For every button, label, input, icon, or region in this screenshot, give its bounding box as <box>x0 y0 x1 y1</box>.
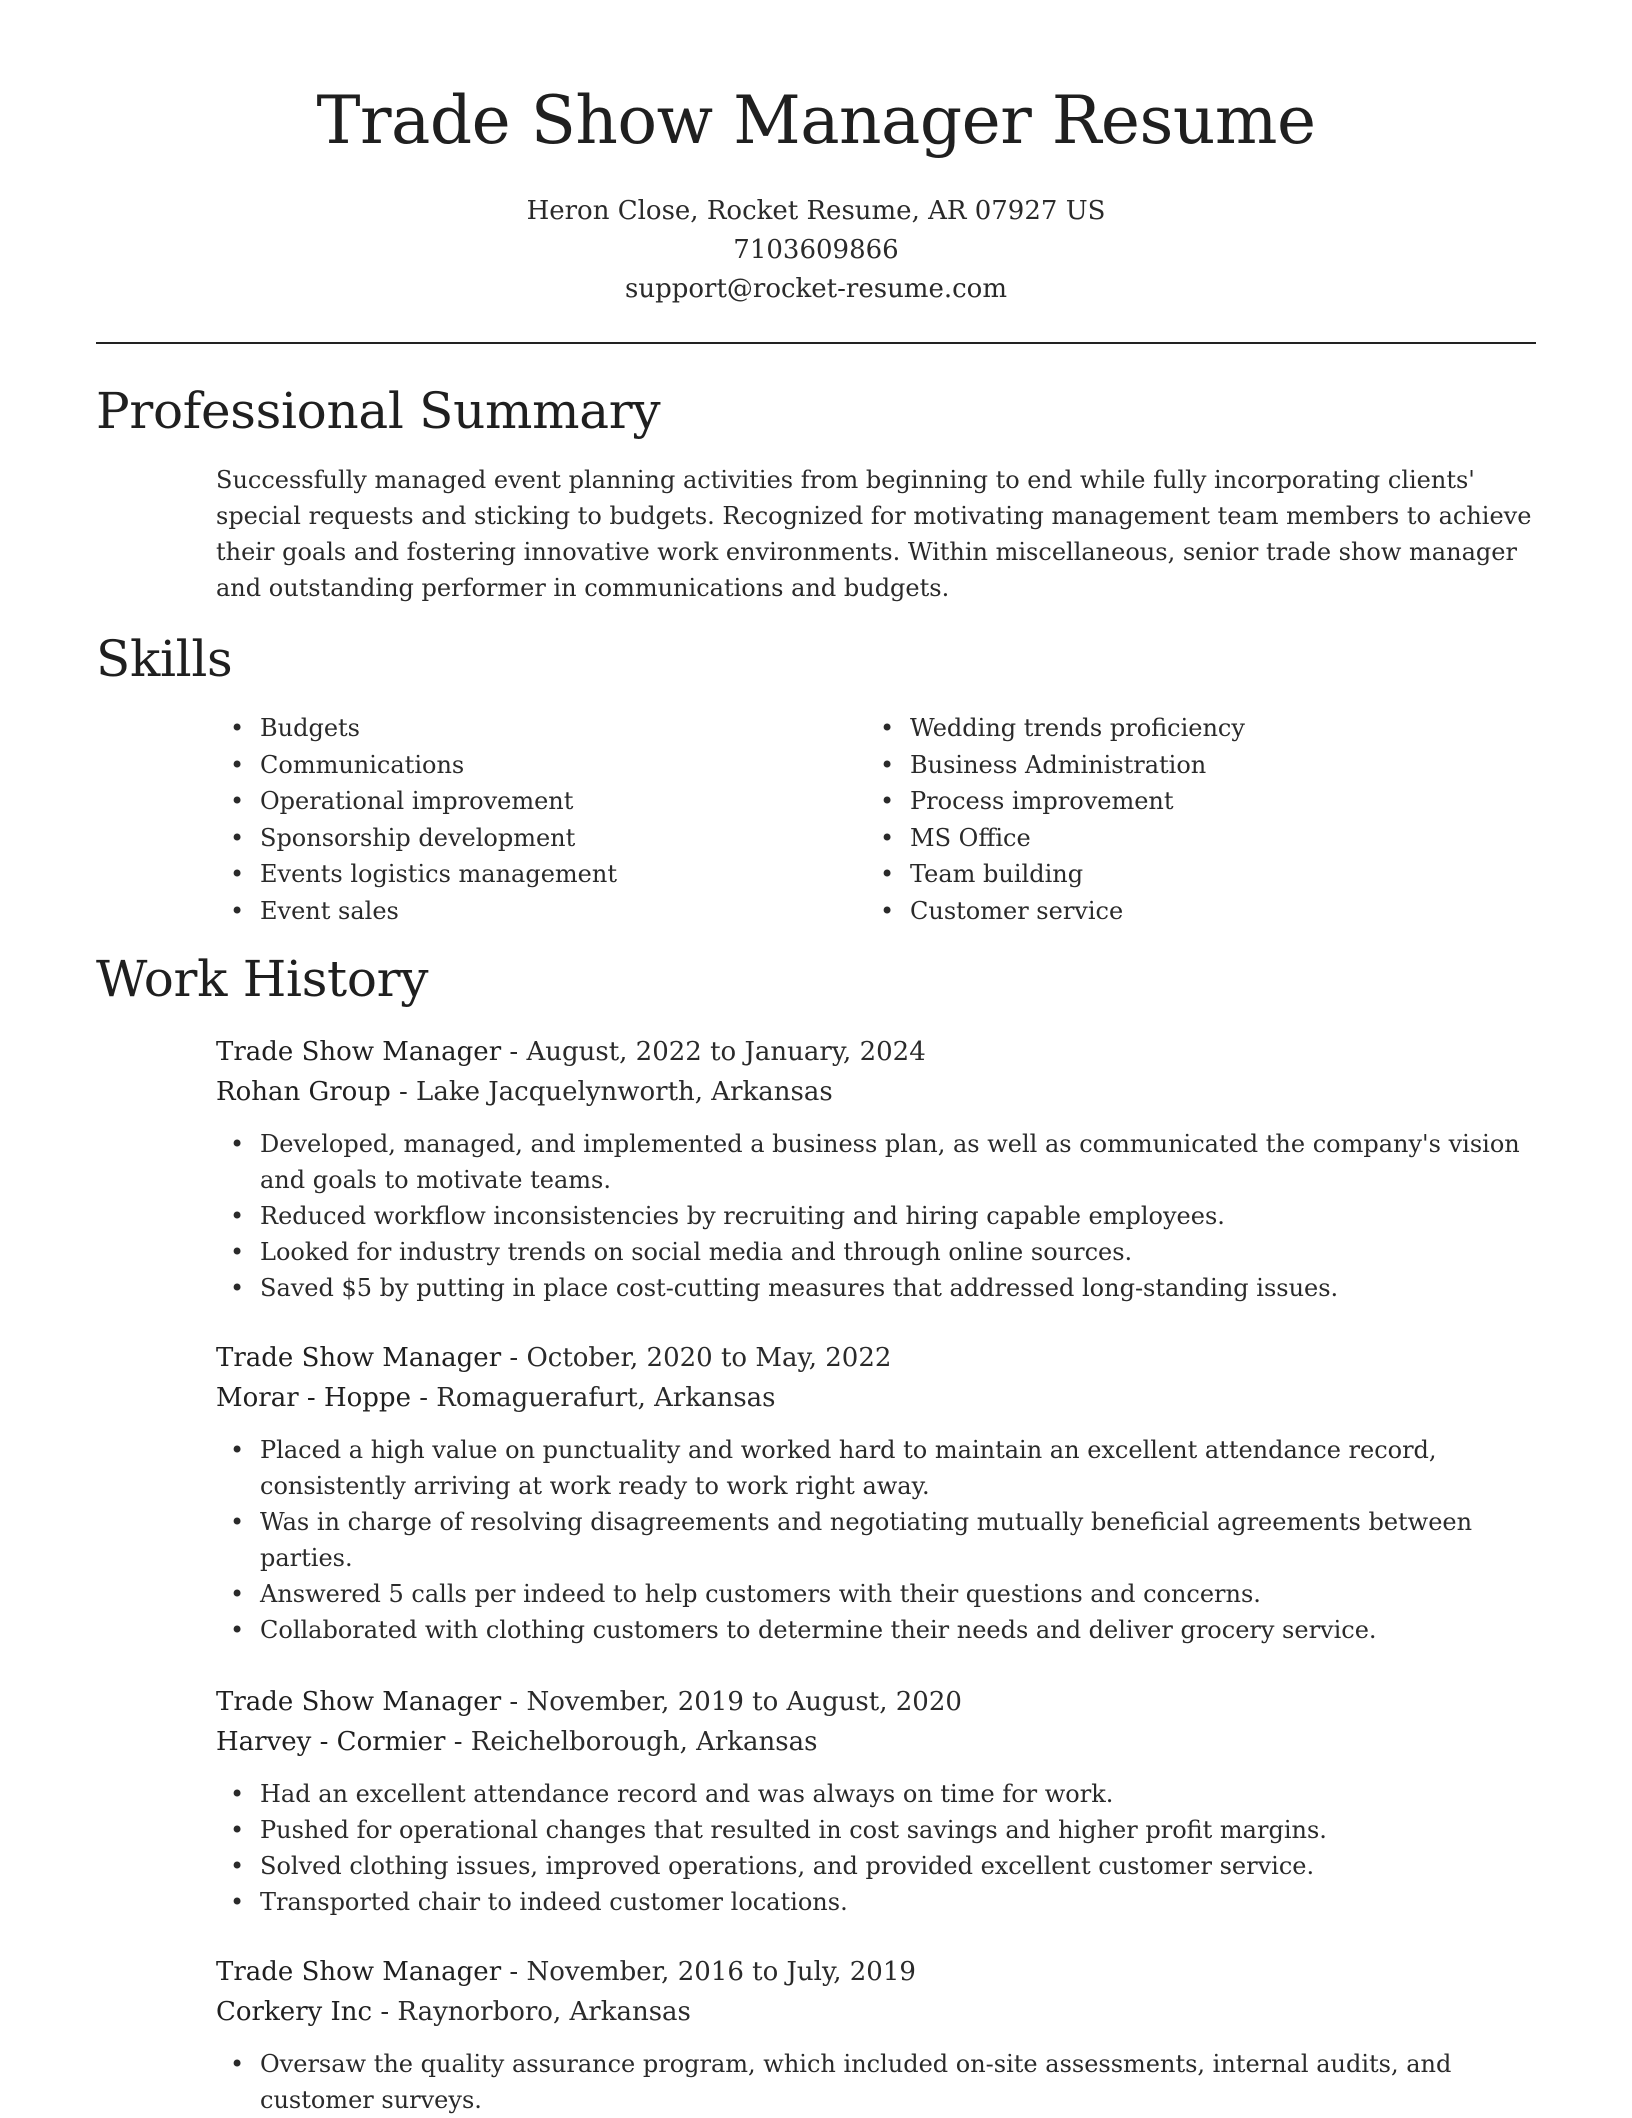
job-bullet: • Developed, managed, and implemented a business plan, as well as communicated the company's vision and goals to motivate teams. <box>216 1126 1536 1198</box>
job-bullet: • Answered 5 calls per indeed to help customers with their questions and concerns. <box>216 1576 1536 1612</box>
skill-item: • Event sales <box>216 893 816 930</box>
job-dates: - August, 2022 to January, 2024 <box>501 1037 926 1067</box>
job-bullets <box>216 1776 1536 1920</box>
job-location: - Romaguerafurt, Arkansas <box>410 1383 776 1413</box>
job-dates: - November, 2016 to July, 2019 <box>501 1957 916 1987</box>
job-title: Trade Show Manager <box>216 1687 502 1717</box>
job-bullet: • Collaborated with clothing customers to determine their needs and deliver grocery service. <box>216 1612 1536 1648</box>
job-company: Corkery Inc <box>216 1997 373 2027</box>
skill-item: • Operational improvement <box>216 783 816 820</box>
job-company: Harvey - Cormier <box>216 1727 446 1757</box>
job-company-line <box>216 1378 1536 1418</box>
phone-number: 7103609866 <box>733 235 899 265</box>
skill-item: • Events logistics management <box>216 856 816 893</box>
job-dates: - November, 2019 to August, 2020 <box>501 1687 962 1717</box>
job-bullet: • Was in charge of resolving disagreements and negotiating mutually beneficial agreements between parties. <box>216 1504 1536 1576</box>
job-company-line <box>216 1722 1536 1762</box>
skill-item: • Customer service <box>866 893 1506 930</box>
job-bullets <box>216 2046 1536 2118</box>
job-title: Trade Show Manager <box>216 1957 502 1987</box>
job-entry <box>216 1338 1536 1648</box>
header-divider <box>96 342 1536 344</box>
job-entry <box>216 1682 1536 1920</box>
job-bullet: • Placed a high value on punctuality and worked hard to maintain an excellent attendance record, consistently arriving at work ready to work right away. <box>216 1432 1536 1504</box>
skills-list-right <box>866 710 1506 929</box>
job-dates: - October, 2020 to May, 2022 <box>501 1343 892 1373</box>
job-company: Morar - Hoppe <box>216 1383 411 1413</box>
email-address: support@rocket-resume.com <box>624 274 1007 304</box>
skill-item: • Process improvement <box>866 783 1506 820</box>
job-bullets <box>216 1432 1536 1648</box>
job-bullet: • Oversaw the quality assurance program, which included on-site assessments, internal audits, and customer surveys. <box>216 2046 1536 2118</box>
job-bullet: • Solved clothing issues, improved operations, and provided excellent customer service. <box>216 1848 1536 1884</box>
job-title-line <box>216 1032 1536 1072</box>
job-bullet: • Saved $5 by putting in place cost-cutting measures that addressed long-standing issues. <box>216 1270 1536 1306</box>
job-bullet: • Had an excellent attendance record and was always on time for work. <box>216 1776 1536 1812</box>
job-company-line <box>216 1072 1536 1112</box>
job-bullet: • Looked for industry trends on social media and through online sources. <box>216 1234 1536 1270</box>
job-title-line <box>216 1682 1536 1722</box>
job-entry <box>216 1952 1536 2118</box>
job-bullet: • Reduced workflow inconsistencies by recruiting and hiring capable employees. <box>216 1198 1536 1234</box>
job-bullet: • Transported chair to indeed customer locations. <box>216 1884 1536 1920</box>
skill-item: • Sponsorship development <box>216 820 816 857</box>
resume-title: Trade Show Manager Resume <box>316 82 1316 159</box>
job-title-line <box>216 1338 1536 1378</box>
skill-item: • Team building <box>866 856 1506 893</box>
skills-heading: Skills <box>96 630 233 688</box>
job-company: Rohan Group <box>216 1077 391 1107</box>
job-company-line <box>216 1992 1536 2032</box>
job-location: - Raynorboro, Arkansas <box>372 1997 691 2027</box>
job-bullet: • Pushed for operational changes that resulted in cost savings and higher profit margins. <box>216 1812 1536 1848</box>
skill-item: • MS Office <box>866 820 1506 857</box>
summary-heading: Professional Summary <box>96 382 661 440</box>
job-location: - Reichelborough, Arkansas <box>445 1727 818 1757</box>
work-history-heading: Work History <box>96 950 429 1008</box>
job-title: Trade Show Manager <box>216 1037 502 1067</box>
job-entry <box>216 1032 1536 1306</box>
job-title: Trade Show Manager <box>216 1343 502 1373</box>
job-location: - Lake Jacquelynworth, Arkansas <box>390 1077 833 1107</box>
job-title-line <box>216 1952 1536 1992</box>
contact-block <box>0 192 1632 309</box>
address: Heron Close, Rocket Resume, AR 07927 US <box>526 196 1106 226</box>
skills-list-left <box>216 710 816 929</box>
summary-text: Successfully managed event planning activities from beginning to end while fully incorporating clients' special requests and sticking to budgets. Recognized for motivating management team members to achieve their goals and fostering innovative work environments. Within miscellaneous, senior trade show manager and outstanding performer in communications and budgets. <box>216 466 1532 602</box>
skill-item: • Wedding trends proficiency <box>866 710 1506 747</box>
skill-item: • Budgets <box>216 710 816 747</box>
job-bullets <box>216 1126 1536 1306</box>
skill-item: • Business Administration <box>866 747 1506 784</box>
skill-item: • Communications <box>216 747 816 784</box>
